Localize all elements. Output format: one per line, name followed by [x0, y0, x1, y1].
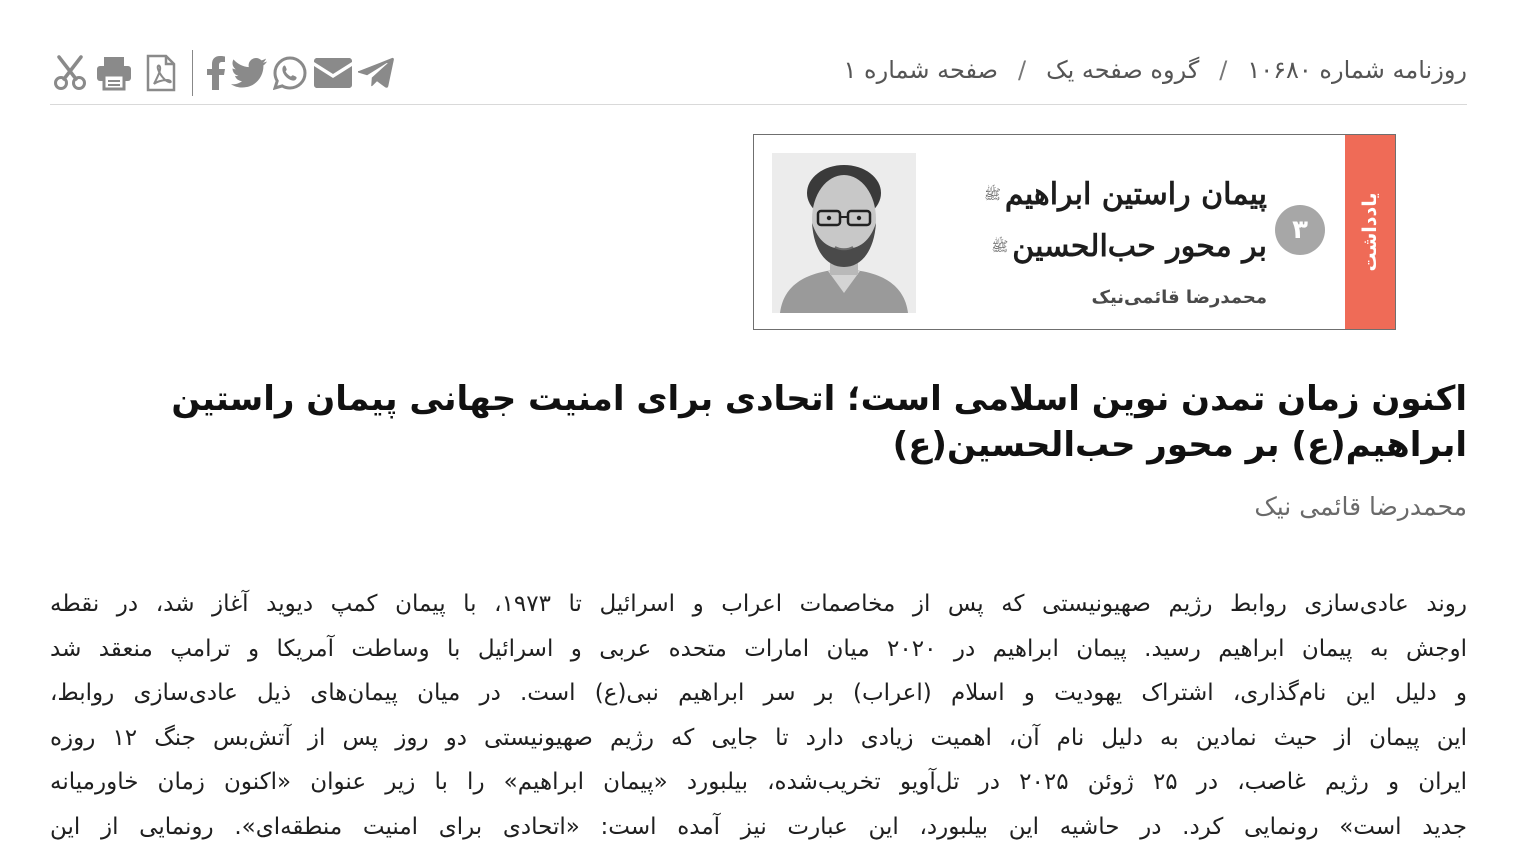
banner-number-badge: ۳	[1275, 205, 1325, 255]
telegram-icon[interactable]	[355, 53, 397, 93]
breadcrumb	[844, 56, 1467, 84]
article-byline: محمدرضا قائمی نیک	[1254, 492, 1467, 521]
breadcrumb-page[interactable]: صفحه شماره ۱	[843, 56, 999, 84]
email-icon[interactable]	[311, 53, 355, 93]
banner-title-line1: پیمان راستین ابراهیم	[1004, 177, 1267, 212]
body-line: این پیمان از حیث نمادین به دلیل نام آن، اهمیت زیادی دارد تا جایی که رژیم صهیونیستی دو روز پس از آتش‌بس جنگ ۱۲ روزه	[50, 724, 1467, 751]
banner-label-strip	[1345, 135, 1395, 329]
body-line: ایران و رژیم غاصب، در ۲۵ ژوئن ۲۰۲۵ در تل‌آویو تخریب‌شده، بیلبورد «پیمان ابراهیم» را با زیر عنوان «اکنون زمان خاورمیانه	[50, 769, 1467, 795]
banner-title	[984, 169, 1267, 273]
author-photo	[772, 153, 916, 313]
body-line: جدید است» رونمایی کرد. در حاشیه این بیلبورد، این عبارت نیز آمده است: «اتحادی برای امنیت منطقه‌ای». رونمایی از این	[50, 813, 1467, 840]
share-toolbar	[50, 50, 397, 96]
honorific-glyph: ﷺ	[983, 187, 1001, 203]
banner-label: یادداشت	[1359, 192, 1381, 272]
facebook-icon[interactable]	[203, 53, 229, 93]
article-headline: اکنون زمان تمدن نوین اسلامی است؛ اتحادی برای امنیت جهانی پیمان راستین ابراهیم(ع) بر محور حب‌الحسین(ع)	[171, 379, 1467, 465]
top-bar	[50, 40, 1467, 105]
body-line: اوجش به پیمان ابراهیم رسید. پیمان ابراهیم در ۲۰۲۰ میان امارات متحده عربی و اسرائیل با وساطت آمریکا و ترامپ منعقد شد	[50, 635, 1467, 662]
body-line: و دلیل این نام‌گذاری، اشتراک یهودیت و اسلام (اعراب) بر سر ابراهیم نبی(ع) است. در میان پیمان‌های ذیل عادی‌سازی روابط،	[50, 680, 1467, 706]
breadcrumb-group[interactable]: گروه صفحه یک	[1046, 56, 1200, 84]
breadcrumb-separator: /	[1219, 56, 1228, 84]
whatsapp-icon[interactable]	[269, 53, 311, 93]
body-line: روند عادی‌سازی روابط رژیم صهیونیستی که پس از مخاصمات اعراب و اسرائیل تا ۱۹۷۳، با پیمان کمپ دیوید آغاز شد، در نقطه	[50, 591, 1467, 617]
scissors-icon[interactable]	[50, 53, 90, 93]
breadcrumb-newspaper[interactable]: روزنامه شماره ۱۰۶۸۰	[1247, 56, 1467, 84]
banner-title-line2: بر محور حب‌الحسین	[1012, 229, 1267, 264]
breadcrumb-separator: /	[1018, 56, 1027, 84]
twitter-icon[interactable]	[229, 53, 269, 93]
toolbar-divider	[192, 50, 193, 96]
honorific-glyph: ﷺ	[991, 239, 1009, 255]
print-icon[interactable]	[90, 53, 138, 93]
article-body	[50, 582, 1467, 849]
column-banner	[753, 134, 1396, 330]
pdf-icon[interactable]	[138, 53, 184, 93]
banner-author: محمدرضا قائمی‌نیک	[1091, 287, 1267, 308]
